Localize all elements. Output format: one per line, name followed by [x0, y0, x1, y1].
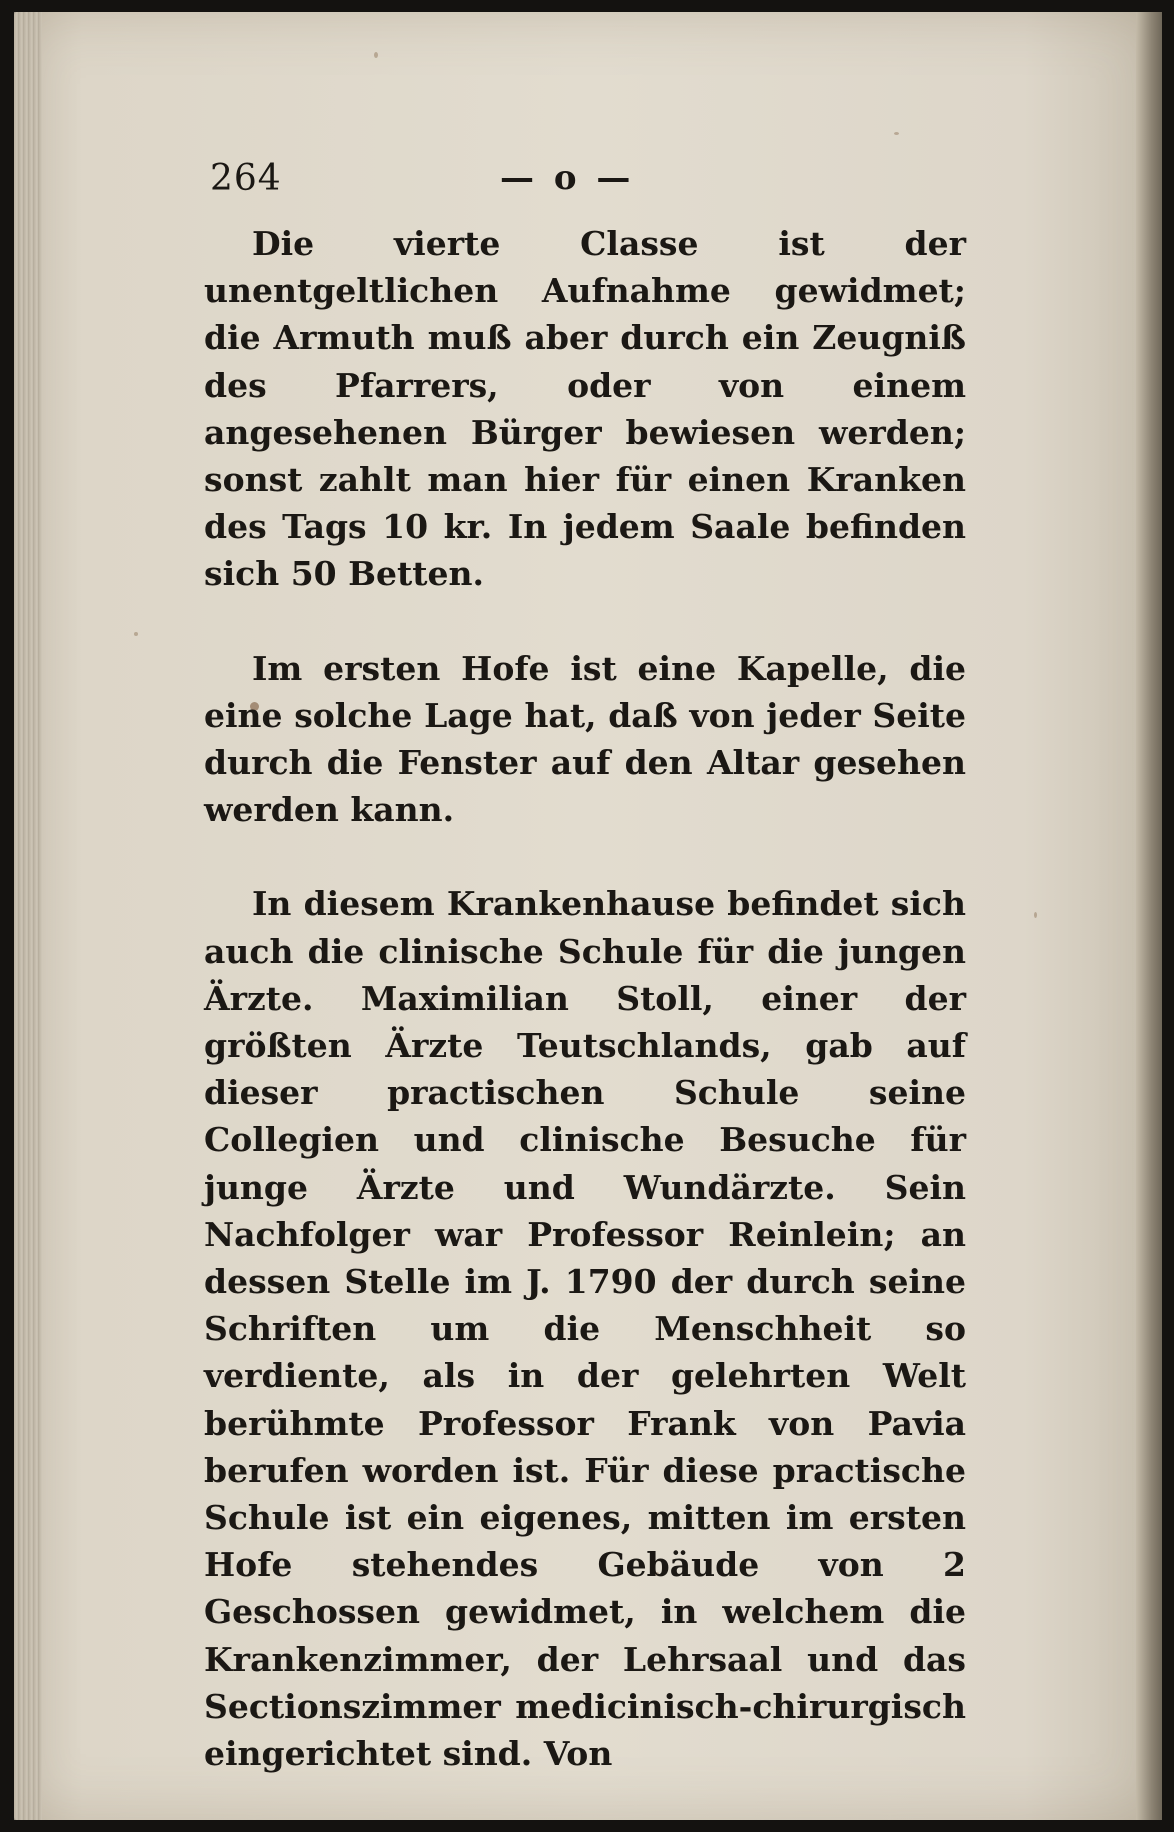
body-text — [204, 220, 966, 1777]
page-stack-left-edge — [14, 12, 42, 1820]
paper-speck — [134, 632, 138, 636]
paragraph-gap — [204, 598, 966, 645]
paper-speck — [1034, 912, 1037, 918]
paragraph-clinical-school: In diesem Krankenhause befindet sich auch die clinische Schule für die jungen Ärzte. Maximilian Stoll, einer der größten Ärzte Teutschlands, gab auf dieser practischen Schule seine Collegien und clinische Besuche für junge Ärzte und Wundärzte. Sein Nachfolger war Professor Reinlein; an dessen Stelle im J. 1790 der durch seine Schriften um die Menschheit so verdiente, als in der gelehrten Welt berühmte Professor Frank von Pavia berufen worden ist. Für diese practische Schule ist ein eigenes, mitten im ersten Hofe stehendes Gebäude von 2 Geschossen gewidmet, in welchem die Krankenzimmer, der Lehrsaal und das Sectionszimmer medicinisch-chirurgisch eingerichtet sind. Von — [204, 884, 966, 1774]
page-number: 264 — [210, 158, 282, 199]
page-stack-right-edge — [1136, 12, 1162, 1820]
paragraph-fourth-class: Die vierte Classe ist der unentgeltlichen Aufnahme gewidmet; die Armuth muß aber durch ein Zeugniß des Pfarrers, oder von einem angesehenen Bürger bewiesen werden; sonst zahlt man hier für einen Kranken des Tags 10 kr. In jedem Saale befinden sich 50 Betten. — [204, 224, 966, 594]
page-header — [210, 158, 970, 208]
running-head: — o — — [500, 158, 635, 198]
paragraph-gap — [204, 833, 966, 880]
paper-speck — [374, 52, 378, 58]
paragraph-chapel: Im ersten Hofe ist eine Kapelle, die eine solche Lage hat, daß von jeder Seite durch die Fenster auf den Altar gesehen werden kann. — [204, 648, 966, 830]
paper-speck — [894, 132, 899, 135]
